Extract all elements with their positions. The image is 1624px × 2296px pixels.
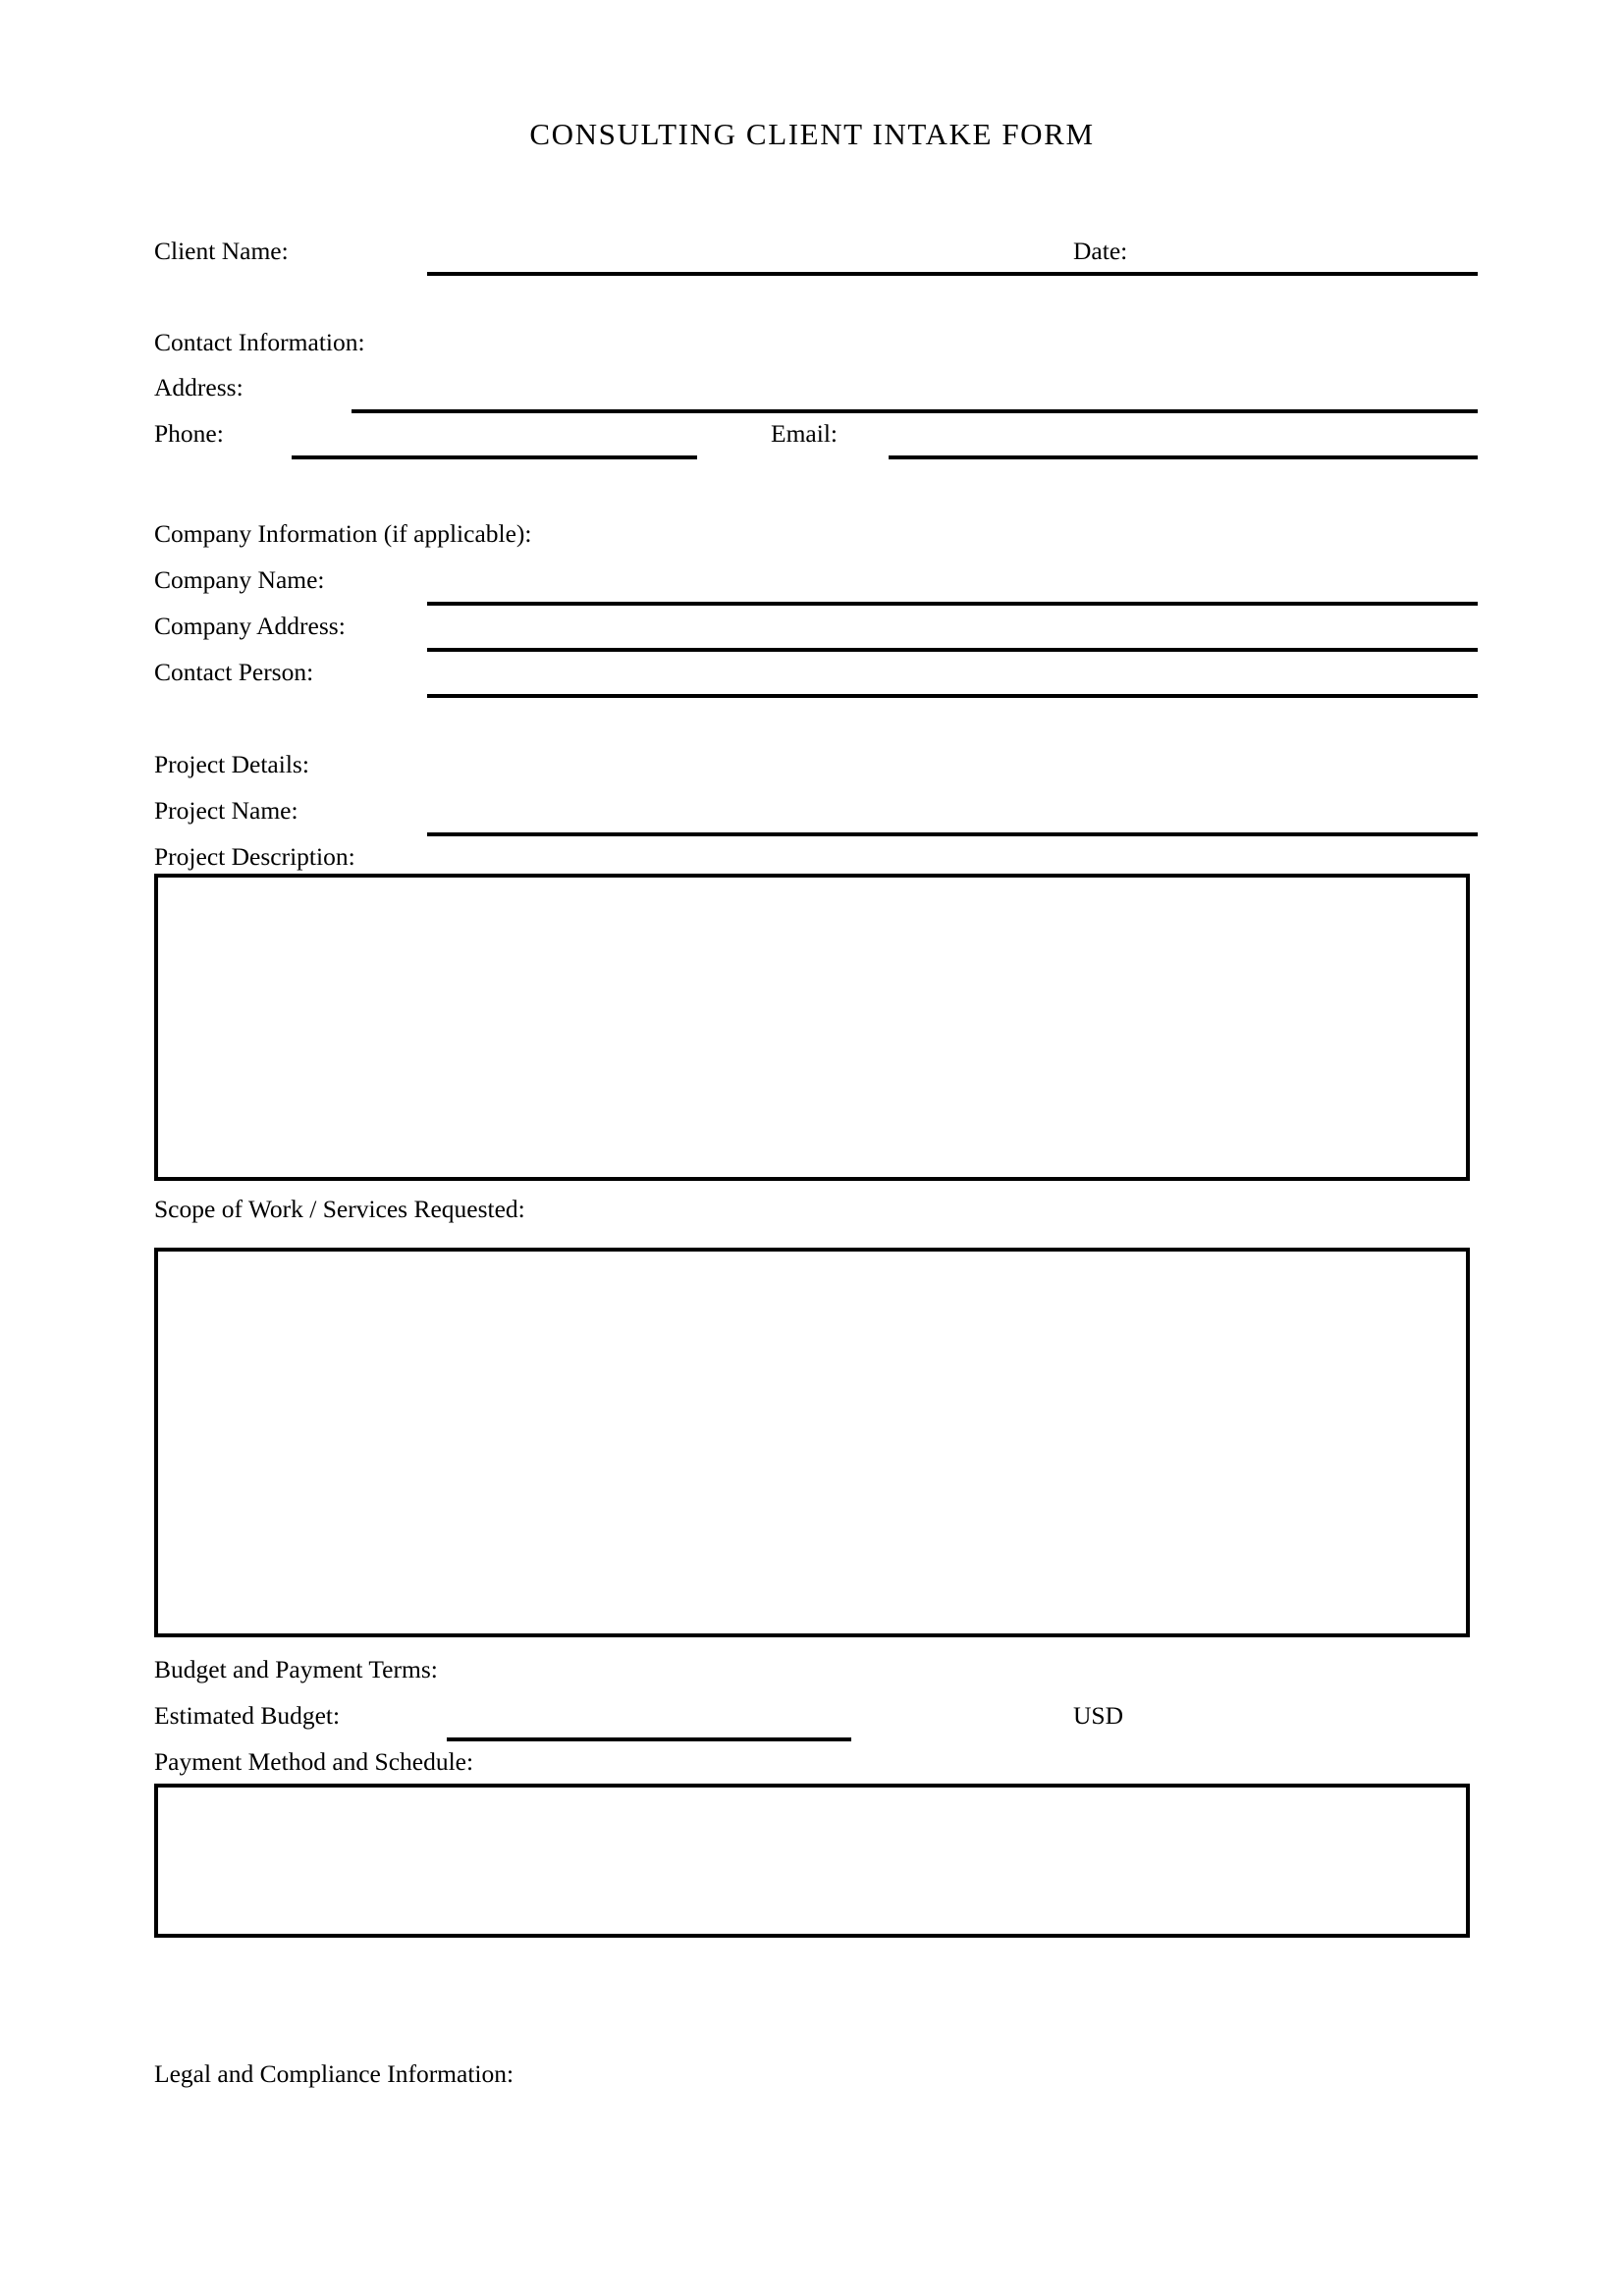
phone-input-rule[interactable] — [292, 455, 697, 459]
client-name-date-input-rule[interactable] — [427, 272, 1478, 276]
company-address-input-rule[interactable] — [427, 648, 1478, 652]
phone-label: Phone: — [154, 419, 224, 448]
scope-of-work-textarea[interactable] — [154, 1248, 1470, 1637]
project-name-input-rule[interactable] — [427, 832, 1478, 836]
estimated-budget-input-rule[interactable] — [447, 1737, 851, 1741]
project-details-heading: Project Details: — [154, 750, 309, 778]
scope-of-work-label: Scope of Work / Services Requested: — [154, 1195, 525, 1223]
legal-and-compliance-heading: Legal and Compliance Information: — [154, 2059, 514, 2088]
payment-method-and-schedule-label: Payment Method and Schedule: — [154, 1747, 474, 1776]
email-input-rule[interactable] — [889, 455, 1478, 459]
date-label: Date: — [1073, 237, 1128, 265]
company-information-heading: Company Information (if applicable): — [154, 519, 532, 548]
contact-person-label: Contact Person: — [154, 658, 314, 686]
company-address-label: Company Address: — [154, 612, 346, 640]
address-label: Address: — [154, 373, 244, 401]
contact-person-input-rule[interactable] — [427, 694, 1478, 698]
email-label: Email: — [771, 419, 838, 448]
contact-information-heading: Contact Information: — [154, 328, 365, 356]
project-name-label: Project Name: — [154, 796, 298, 825]
company-name-input-rule[interactable] — [427, 602, 1478, 606]
page-title: CONSULTING CLIENT INTAKE FORM — [529, 117, 1095, 151]
budget-and-payment-terms-heading: Budget and Payment Terms: — [154, 1655, 438, 1683]
payment-method-and-schedule-textarea[interactable] — [154, 1784, 1470, 1938]
company-name-label: Company Name: — [154, 565, 325, 594]
address-input-rule[interactable] — [352, 409, 1478, 413]
project-description-textarea[interactable] — [154, 874, 1470, 1181]
estimated-budget-label: Estimated Budget: — [154, 1701, 341, 1730]
project-description-label: Project Description: — [154, 842, 355, 871]
currency-label: USD — [1073, 1701, 1124, 1730]
client-name-label: Client Name: — [154, 237, 289, 265]
